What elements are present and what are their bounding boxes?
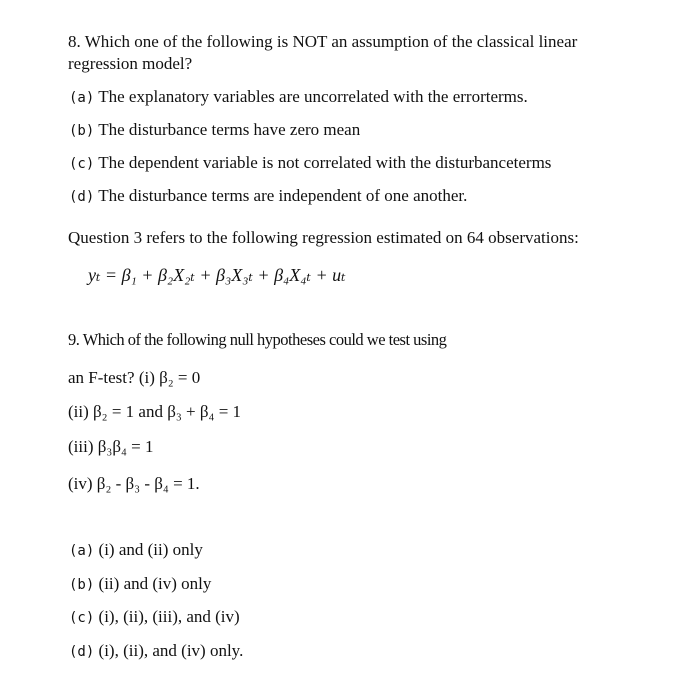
option-text: (i), (ii), (iii), and (iv) (98, 607, 240, 626)
option-text: The disturbance terms have zero mean (98, 120, 361, 139)
option-label: (d) (69, 189, 95, 205)
option-text: (ii) and (iv) only (98, 574, 212, 593)
question-8-option-a (69, 87, 528, 108)
option-label: (b) (69, 577, 95, 593)
question-8-option-d (69, 186, 467, 207)
question-9-option-c (69, 607, 240, 628)
question-8-option-c (69, 153, 551, 174)
question-8-text-line1: Which one of the following is NOT an assumption of the classical linear (84, 32, 578, 51)
question-9-number: 9. (68, 330, 80, 349)
question-9-option-d (69, 641, 243, 662)
hypothesis-iv: (iv) β₂ - β₃ - β₄ = 1. (68, 474, 200, 493)
hypothesis-ii: (ii) β₂ = 1 and β₃ + β₄ = 1 (68, 402, 242, 421)
option-label: (a) (69, 543, 95, 559)
question-8-option-b (69, 120, 360, 141)
option-text: The disturbance terms are independent of one another. (98, 186, 468, 205)
option-label: (c) (69, 610, 95, 626)
question-8-title (68, 32, 577, 52)
regression-intro: Question 3 refers to the following regression estimated on 64 observations: (68, 228, 579, 247)
regression-equation: yₜ = β₁ + β₂X₂ₜ + β₃X₃ₜ + β₄X₄ₜ + uₜ (88, 265, 346, 285)
question-9-title (68, 330, 446, 350)
option-label: (a) (69, 90, 95, 106)
option-text: The explanatory variables are uncorrelated with the errorterms. (98, 87, 528, 106)
option-label: (b) (69, 123, 95, 139)
option-label: (c) (69, 156, 95, 172)
option-text: (i), (ii), and (iv) only. (98, 641, 244, 660)
option-text: (i) and (ii) only (98, 540, 203, 559)
hypothesis-iii: (iii) β₃β₄ = 1 (68, 437, 154, 456)
question-8-text-line2: regression model? (68, 54, 193, 73)
question-9-option-a (69, 540, 203, 561)
question-9-option-b (69, 574, 211, 595)
question-9-text-line2: an F-test? (i) β₂ = 0 (68, 368, 201, 387)
option-text: The dependent variable is not correlated with the disturbanceterms (98, 153, 552, 172)
question-8-number: 8. (68, 32, 81, 51)
question-9-text-line1: Which of the following null hypotheses could we test using (82, 330, 447, 349)
option-label: (d) (69, 644, 95, 660)
